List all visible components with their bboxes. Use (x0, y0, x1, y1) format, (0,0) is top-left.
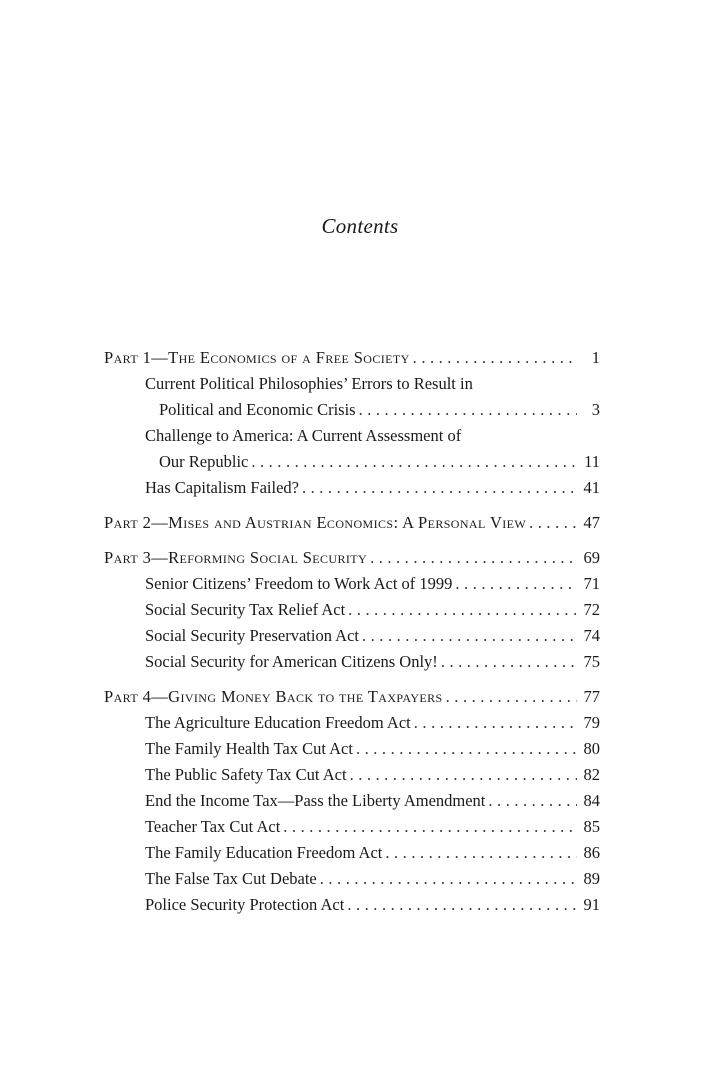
leader-dots (441, 649, 577, 675)
page-number: 84 (583, 791, 600, 810)
part-title: Part 2—Mises and Austrian Economics: A Personal View (104, 513, 527, 532)
leader-dots (251, 449, 577, 475)
toc-entry (104, 736, 600, 762)
leader-dots (362, 623, 577, 649)
entry-title: The Agriculture Education Freedom Act (145, 713, 411, 732)
page-number: 86 (583, 843, 600, 862)
toc-entry (104, 762, 600, 788)
toc-entry (104, 892, 600, 918)
toc-entry-line: Current Political Philosophies’ Errors to Result in (145, 374, 473, 393)
entry-title: Senior Citizens’ Freedom to Work Act of 1999 (145, 574, 453, 593)
entry-title: The False Tax Cut Debate (145, 869, 317, 888)
page-number: 85 (583, 817, 600, 836)
toc-entry (104, 814, 600, 840)
entry-title: Teacher Tax Cut Act (145, 817, 281, 836)
entry-title: End the Income Tax—Pass the Liberty Amendment (145, 791, 486, 810)
page-number: 79 (583, 713, 600, 732)
table-of-contents (104, 345, 600, 918)
leader-dots (350, 762, 577, 788)
toc-entry (104, 449, 600, 475)
toc-entry (104, 623, 600, 649)
page-title: Contents (321, 214, 399, 238)
page-number: 71 (583, 574, 600, 593)
leader-dots (529, 510, 577, 536)
leader-dots (320, 866, 577, 892)
page-number: 75 (583, 652, 600, 671)
page-number: 80 (583, 739, 600, 758)
leader-dots (283, 814, 577, 840)
toc-entry (104, 397, 600, 423)
toc-entry (104, 649, 600, 675)
leader-dots (370, 545, 577, 571)
leader-dots (446, 684, 577, 710)
leader-dots (347, 892, 577, 918)
toc-part-3 (104, 545, 600, 571)
part-title: Part 3—Reforming Social Security (104, 548, 368, 567)
leader-dots (385, 840, 577, 866)
page-number: 91 (583, 895, 600, 914)
toc-entry (104, 840, 600, 866)
toc-entry (104, 597, 600, 623)
toc-entry (104, 475, 600, 501)
entry-title: Police Security Protection Act (145, 895, 345, 914)
page-number: 74 (583, 626, 600, 645)
leader-dots (348, 597, 577, 623)
entry-title: The Family Health Tax Cut Act (145, 739, 353, 758)
page-number: 1 (591, 348, 600, 367)
page-number: 3 (591, 400, 600, 419)
page-number: 72 (583, 600, 600, 619)
toc-entry (104, 571, 600, 597)
toc-part-1 (104, 345, 600, 371)
page-number: 47 (583, 513, 600, 532)
toc-entry (104, 866, 600, 892)
part-title: Part 4—Giving Money Back to the Taxpayers (104, 687, 443, 706)
entry-title: Social Security for American Citizens Only! (145, 652, 438, 671)
entry-title: The Family Education Freedom Act (145, 843, 383, 862)
leader-dots (359, 397, 577, 423)
part-title: Part 1—The Economics of a Free Society (104, 348, 410, 367)
entry-title: Political and Economic Crisis (159, 400, 356, 419)
toc-part-2 (104, 510, 600, 536)
entry-title: Our Republic (159, 452, 249, 471)
leader-dots (356, 736, 577, 762)
toc-entry (104, 710, 600, 736)
entry-title: The Public Safety Tax Cut Act (145, 765, 347, 784)
leader-dots (455, 571, 577, 597)
leader-dots (414, 710, 577, 736)
entry-title: Social Security Preservation Act (145, 626, 359, 645)
leader-dots (413, 345, 577, 371)
page-number: 89 (583, 869, 600, 888)
page-number: 77 (583, 687, 600, 706)
page-number: 82 (583, 765, 600, 784)
toc-entry (104, 788, 600, 814)
leader-dots (488, 788, 577, 814)
page-number: 11 (584, 452, 600, 471)
toc-entry-line: Challenge to America: A Current Assessment of (145, 426, 462, 445)
leader-dots (302, 475, 577, 501)
page-number: 41 (583, 478, 600, 497)
entry-title: Has Capitalism Failed? (145, 478, 299, 497)
entry-title: Social Security Tax Relief Act (145, 600, 346, 619)
page-number: 69 (583, 548, 600, 567)
toc-part-4 (104, 684, 600, 710)
